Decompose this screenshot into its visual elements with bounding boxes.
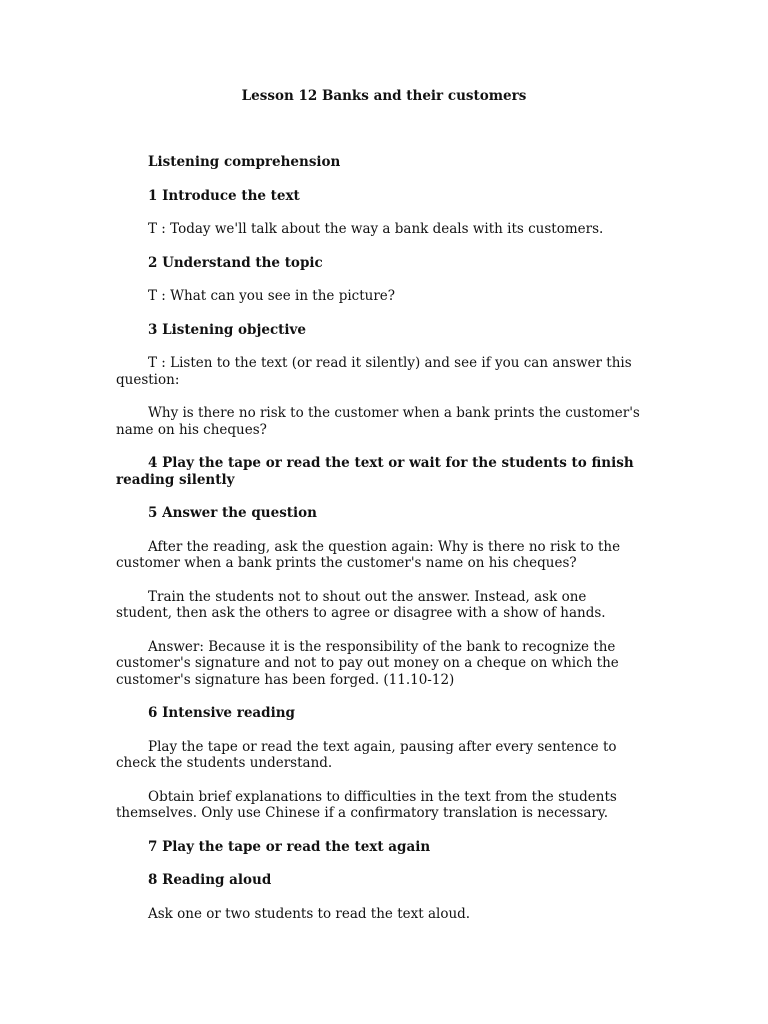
body-paragraph: T : What can you see in the picture?: [148, 288, 396, 304]
body-paragraph: T : Today we'll talk about the way a bank deals with its customers.: [148, 221, 604, 237]
section-heading: 7 Play the tape or read the text again: [148, 838, 431, 855]
body-paragraph: Train the students not to shout out the answer. Instead, ask one student, then ask the others to agree or disagree with a show of hands.: [116, 588, 606, 621]
section-heading: 1 Introduce the text: [148, 187, 300, 204]
body-paragraph: Ask one or two students to read the text aloud.: [148, 905, 471, 922]
section-heading: 3 Listening objective: [148, 321, 306, 338]
section-heading: 4 Play the tape or read the text or wait for the students to finish reading silently: [116, 455, 634, 488]
section-heading: 8 Reading aloud: [148, 872, 272, 888]
body-paragraph: Why is there no risk to the customer when a bank prints the customer's name on his cheques?: [116, 405, 640, 438]
section-heading: Listening comprehension: [148, 154, 341, 170]
body-paragraph: After the reading, ask the question again: Why is there no risk to the customer when a bank prints the customer's name on his cheques?: [116, 538, 621, 571]
section-heading: 2 Understand the topic: [148, 254, 323, 271]
body-paragraph: Obtain brief explanations to difficulties in the text from the students themselves. Only use Chinese if a confirmatory translation is necessary.: [116, 788, 617, 821]
body-paragraph: Play the tape or read the text again, pausing after every sentence to check the students understand.: [116, 738, 617, 771]
section-heading: 5 Answer the question: [148, 505, 317, 521]
document-body: [116, 154, 644, 922]
body-paragraph: Answer: Because it is the responsibility of the bank to recognize the customer's signature and not to pay out money on a cheque on which the customer's signature has been forged. (11.10-12): [116, 638, 619, 688]
document-title: Lesson 12 Banks and their customers: [241, 88, 527, 104]
body-paragraph: T : Listen to the text (or read it silently) and see if you can answer this question:: [116, 355, 632, 388]
section-heading: 6 Intensive reading: [148, 705, 295, 721]
